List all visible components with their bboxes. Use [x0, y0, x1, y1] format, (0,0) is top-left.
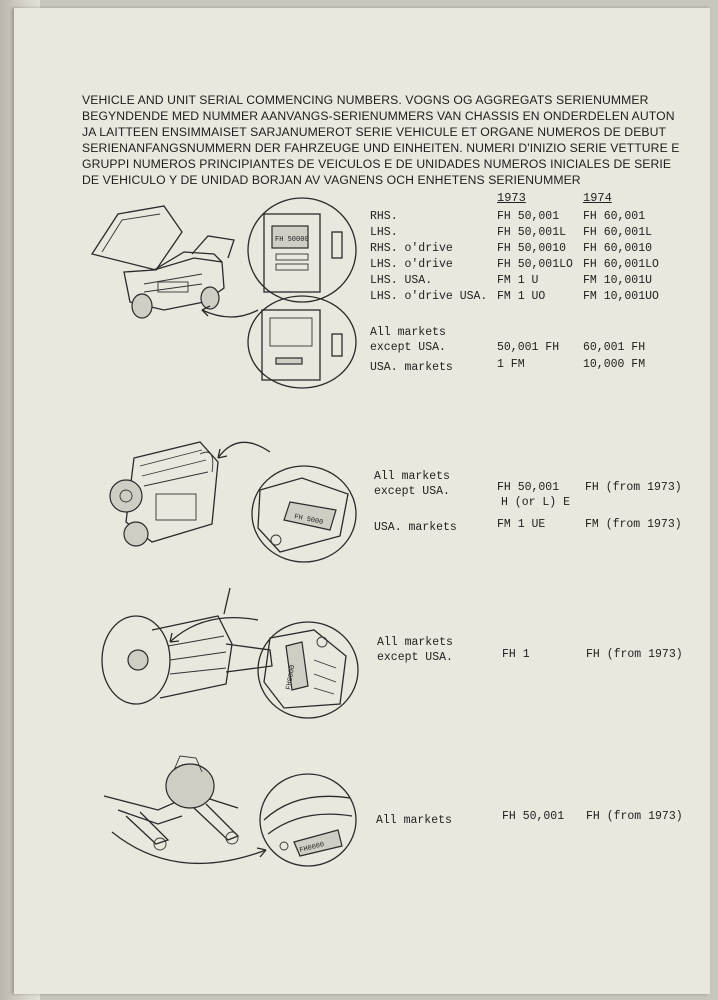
heading-line: BEGYNDENDE MED NUMMER AANVANGS-SERIENUMMERS VAN CHASSIS EN ONDERDELEN AUTON: [82, 109, 675, 123]
multilingual-heading: [82, 92, 692, 188]
axle-illustration: [98, 750, 364, 886]
market-label: except USA.: [370, 341, 446, 354]
market-label: except USA.: [377, 651, 453, 664]
value-1974: FH (from 1973): [586, 810, 683, 823]
callout-arrow: [202, 310, 258, 317]
heading-line: SERIENANFANGSNUMMERN DER FAHRZEUGE UND EINHEITEN. NUMERI D'INIZIO SERIE VETTURE E: [82, 141, 680, 155]
market-label: All markets: [370, 326, 446, 339]
value-1974: FH 60,001: [583, 210, 646, 223]
value-1973: FM 1 UE: [497, 518, 546, 531]
year-1973-header: 1973: [497, 191, 526, 205]
market-label: All markets: [377, 636, 453, 649]
value-1973: FH 50,001: [497, 210, 560, 223]
value-1973: FH 50,001: [497, 481, 560, 494]
value-1973: FH 50,001: [502, 810, 565, 823]
value-1974: FM 10,001UO: [583, 290, 659, 303]
value-1973: FM 1 U: [497, 274, 539, 287]
value-1974: FH (from 1973): [586, 648, 683, 661]
value-1974: FH (from 1973): [585, 481, 682, 494]
value-1974: FM (from 1973): [585, 518, 682, 531]
number-plate-callout-upper: [248, 198, 356, 302]
gearbox-stamp-callout: [258, 622, 358, 718]
heading-line: VEHICLE AND UNIT SERIAL COMMENCING NUMBERS. VOGNS OG AGGREGATS SERIENUMMER: [82, 93, 649, 107]
market-label: USA. markets: [374, 521, 457, 534]
row-label: LHS. USA.: [370, 274, 433, 287]
value-1973: FM 1 UO: [497, 290, 546, 303]
engine-illustration: [104, 432, 360, 568]
row-label: RHS.: [370, 210, 398, 223]
callout-arrow: [112, 832, 266, 863]
year-1974-header: 1974: [583, 191, 612, 205]
axle-stamp-callout: [260, 774, 356, 866]
value-1974: 10,000 FM: [583, 358, 646, 371]
value-1974: FH 60,001LO: [583, 258, 659, 271]
gearbox-stamp: FH0000: [285, 664, 298, 691]
engine-stamp-callout: [252, 466, 356, 562]
car-drawing: [92, 206, 234, 318]
gearbox-illustration: [100, 586, 362, 722]
row-label: LHS. o'drive: [370, 258, 453, 271]
vehicle-illustration: [84, 192, 366, 392]
value-1974: FH 60,001L: [583, 226, 653, 239]
value-1973: FH 50,001LO: [497, 258, 573, 271]
callout-arrow: [170, 618, 258, 642]
value-1974: FM 10,001U: [583, 274, 653, 287]
axle-stamp: FH0000: [298, 841, 326, 855]
engine-stamp: FH 5000: [293, 513, 324, 528]
axle-drawing: [104, 756, 238, 850]
heading-line: JA LAITTEEN ENSIMMAISET SARJANUMEROT SERIE VEHICULE ET ORGANE NUMEROS DE DEBUT: [82, 125, 667, 139]
value-1973: FH 1: [502, 648, 530, 661]
row-label: LHS.: [370, 226, 398, 239]
market-label: All markets: [374, 470, 450, 483]
row-label: LHS. o'drive USA.: [370, 290, 488, 303]
market-label: All markets: [376, 814, 452, 827]
value-1973: FH 50,0010: [497, 242, 567, 255]
value-1974: FH 60,0010: [583, 242, 653, 255]
value-1974: 60,001 FH: [583, 341, 646, 354]
value-1973: 1 FM: [497, 358, 525, 371]
row-label: RHS. o'drive: [370, 242, 453, 255]
market-label: except USA.: [374, 485, 450, 498]
value-1973: FH 50,001L: [497, 226, 567, 239]
plate-stamp: FH 50000: [275, 236, 309, 244]
market-label: USA. markets: [370, 361, 453, 374]
heading-line: DE VEHICULO Y DE UNIDAD BORJAN AV VAGNENS OCH ENHETENS SERIENUMMER: [82, 173, 581, 187]
heading-line: GRUPPI NUMEROS PRINCIPIANTES DE VEICULOS E DE UNIDADES NUMEROS INICIALES DE SERIE: [82, 157, 672, 171]
value-1973-suffix: H (or L) E: [501, 496, 571, 509]
gear-lever: [224, 588, 230, 614]
number-plate-callout-lower: [248, 296, 356, 388]
engine-drawing: [110, 442, 218, 546]
value-1973: 50,001 FH: [497, 341, 560, 354]
